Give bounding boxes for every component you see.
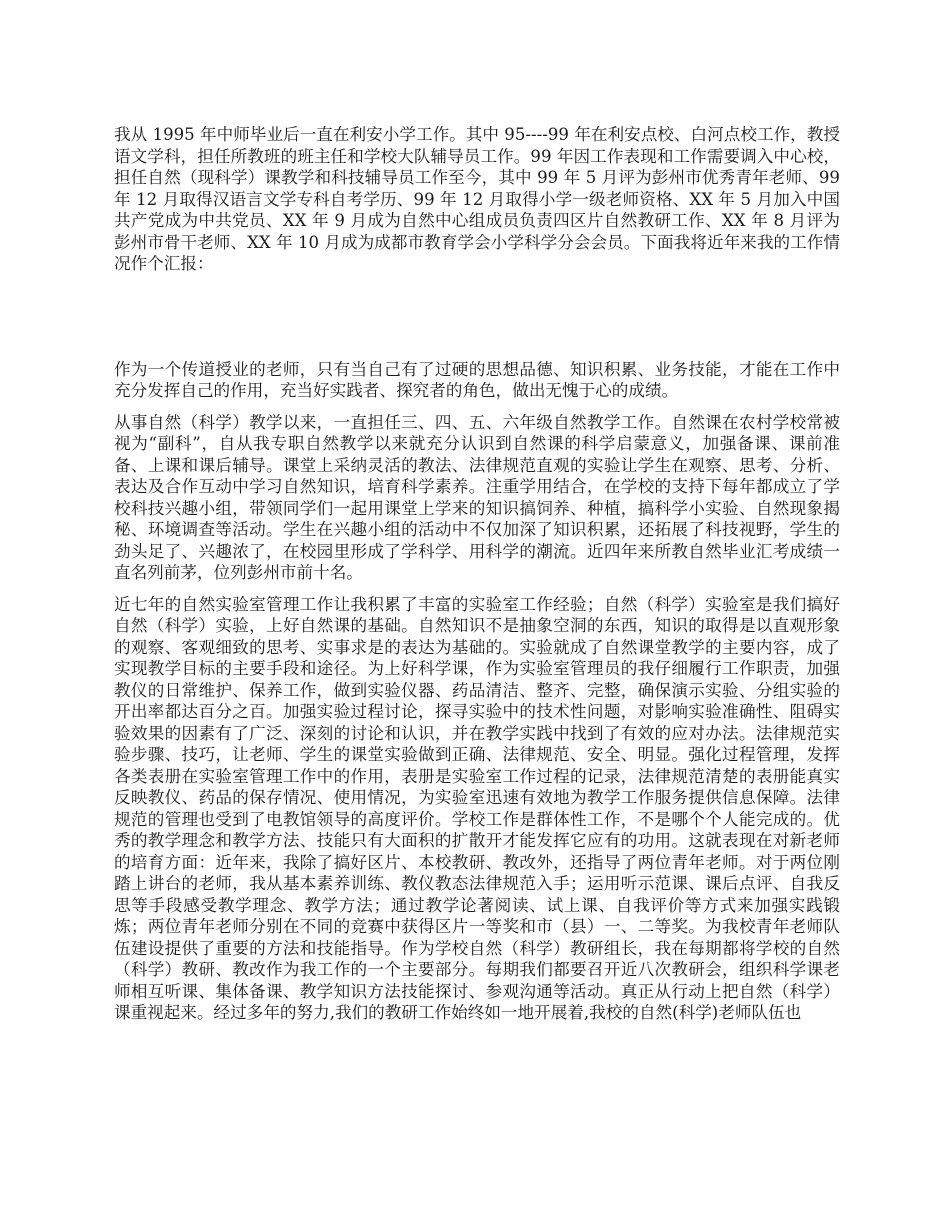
paragraph-intro: 我从 1995 年中师毕业后一直在利安小学工作。其中 95----99 年在利安点校、白河点校工作，教授语文学科，担任所教班的班主任和学校大队辅导员工作。99 年因工作表现和工作需要调入中心校，担任自然（现科学）课教学和科技辅导员工作至今，其中 99 年 5 月评为彭州市优秀青年老师、99 年 12 月取得汉语言文学专科自考学历、99 年 12 月取得小学一级老师资格、XX 年 5 月加入中国共产党成为中共党员、XX 年 9 月成为自然中心组成员负责四区片自然教研工作、XX 年 8 月评为彭州市骨干老师、XX 年 10 月成为成都市教育学会小学科学分会会员。下面我将近年来我的工作情况作个汇报： (114, 125, 840, 273)
paragraph-teacher-role: 作为一个传道授业的老师，只有当自己有了过硬的思想品德、知识积累、业务技能，才能在工作中充分发挥自己的作用，充当好实践者、探究者的角色，做出无愧于心的成绩。 (114, 359, 840, 400)
paragraph-lab-management: 近七年的自然实验室管理工作让我积累了丰富的实验室工作经验；自然（科学）实验室是我们搞好自然（科学）实验，上好自然课的基础。自然知识不是抽象空洞的东西，知识的取得是以直观形象的观察、客观细致的思考、实事求是的表达为基础的。实验就成了自然课堂教学的主要内容，成了实现教学目标的主要手段和途径。为上好科学课，作为实验室管理员的我仔细履行工作职责，加强教仪的日常维护、保养工作，做到实验仪器、药品清洁、整齐、完整，确保演示实验、分组实验的开出率都达百分之百。加强实验过程讨论，探寻实验中的技术性问题，对影响实验准确性、阻碍实验效果的因素有了广泛、深刻的讨论和认识，并在教学实践中找到了有效的应对办法。法律规范实验步骤、技巧，让老师、学生的课堂实验做到正确、法律规范、安全、明显。强化过程管理，发挥各类表册在实验室管理工作中的作用，表册是实验室工作过程的记录，法律规范清楚的表册能真实反映教仪、药品的保存情况、使用情况，为实验室迅速有效地为教学工作服务提供信息保障。法律规范的管理也受到了电教馆领导的高度评价。学校工作是群体性工作，不是哪个个人能完成的。优秀的教学理念和教学方法、技能只有大面积的扩散开才能发挥它应有的功用。这就表现在对新老师的培育方面：近年来，我除了搞好区片、本校教研、教改外，还指导了两位青年老师。对于两位刚踏上讲台的老师，我从基本素养训练、教仪教态法律规范入手；运用听示范课、课后点评、自我反思等手段感受教学理念、教学方法；通过教学论著阅读、试上课、自我评价等方式来加强实践锻炼；两位青年老师分别在不同的竞赛中获得区片一等奖和市（县）一、二等奖。为我校青年老师队伍建设提供了重要的方法和技能指导。作为学校自然（科学）教研组长，我在每期都将学校的自然（科学）教研、教改作为我工作的一个主要部分。每期我们都要召开近八次教研会，组织科学课老师相互听课、集体备课、教学知识方法技能探讨、参观沟通等活动。真正从行动上把自然（科学）课重视起来。经过多年的努力,我们的教研工作始终如一地开展着,我校的自然(科学)老师队伍也 (114, 594, 840, 1022)
document-page (114, 124, 840, 1024)
paragraph-science-teaching: 从事自然（科学）教学以来，一直担任三、四、五、六年级自然教学工作。自然课在农村学校常被视为“副科”，自从我专职自然教学以来就充分认识到自然课的科学启蒙意义，加强备课、课前准备、上课和课后辅导。课堂上采纳灵活的教法、法律规范直观的实验让学生在观察、思考、分析、表达及合作互动中学习自然知识，培育科学素养。注重学用结合，在学校的支持下每年都成立了学校科技兴趣小组，带领同学们一起用课堂上学来的知识搞饲养、种植，搞科学小实验、自然现象揭秘、环境调查等活动。学生在兴趣小组的活动中不仅加深了知识积累，还拓展了科技视野，学生的劲头足了、兴趣浓了，在校园里形成了学科学、用科学的潮流。近四年来所教自然毕业汇考成绩一直名列前茅，位列彭州市前十名。 (114, 412, 840, 582)
